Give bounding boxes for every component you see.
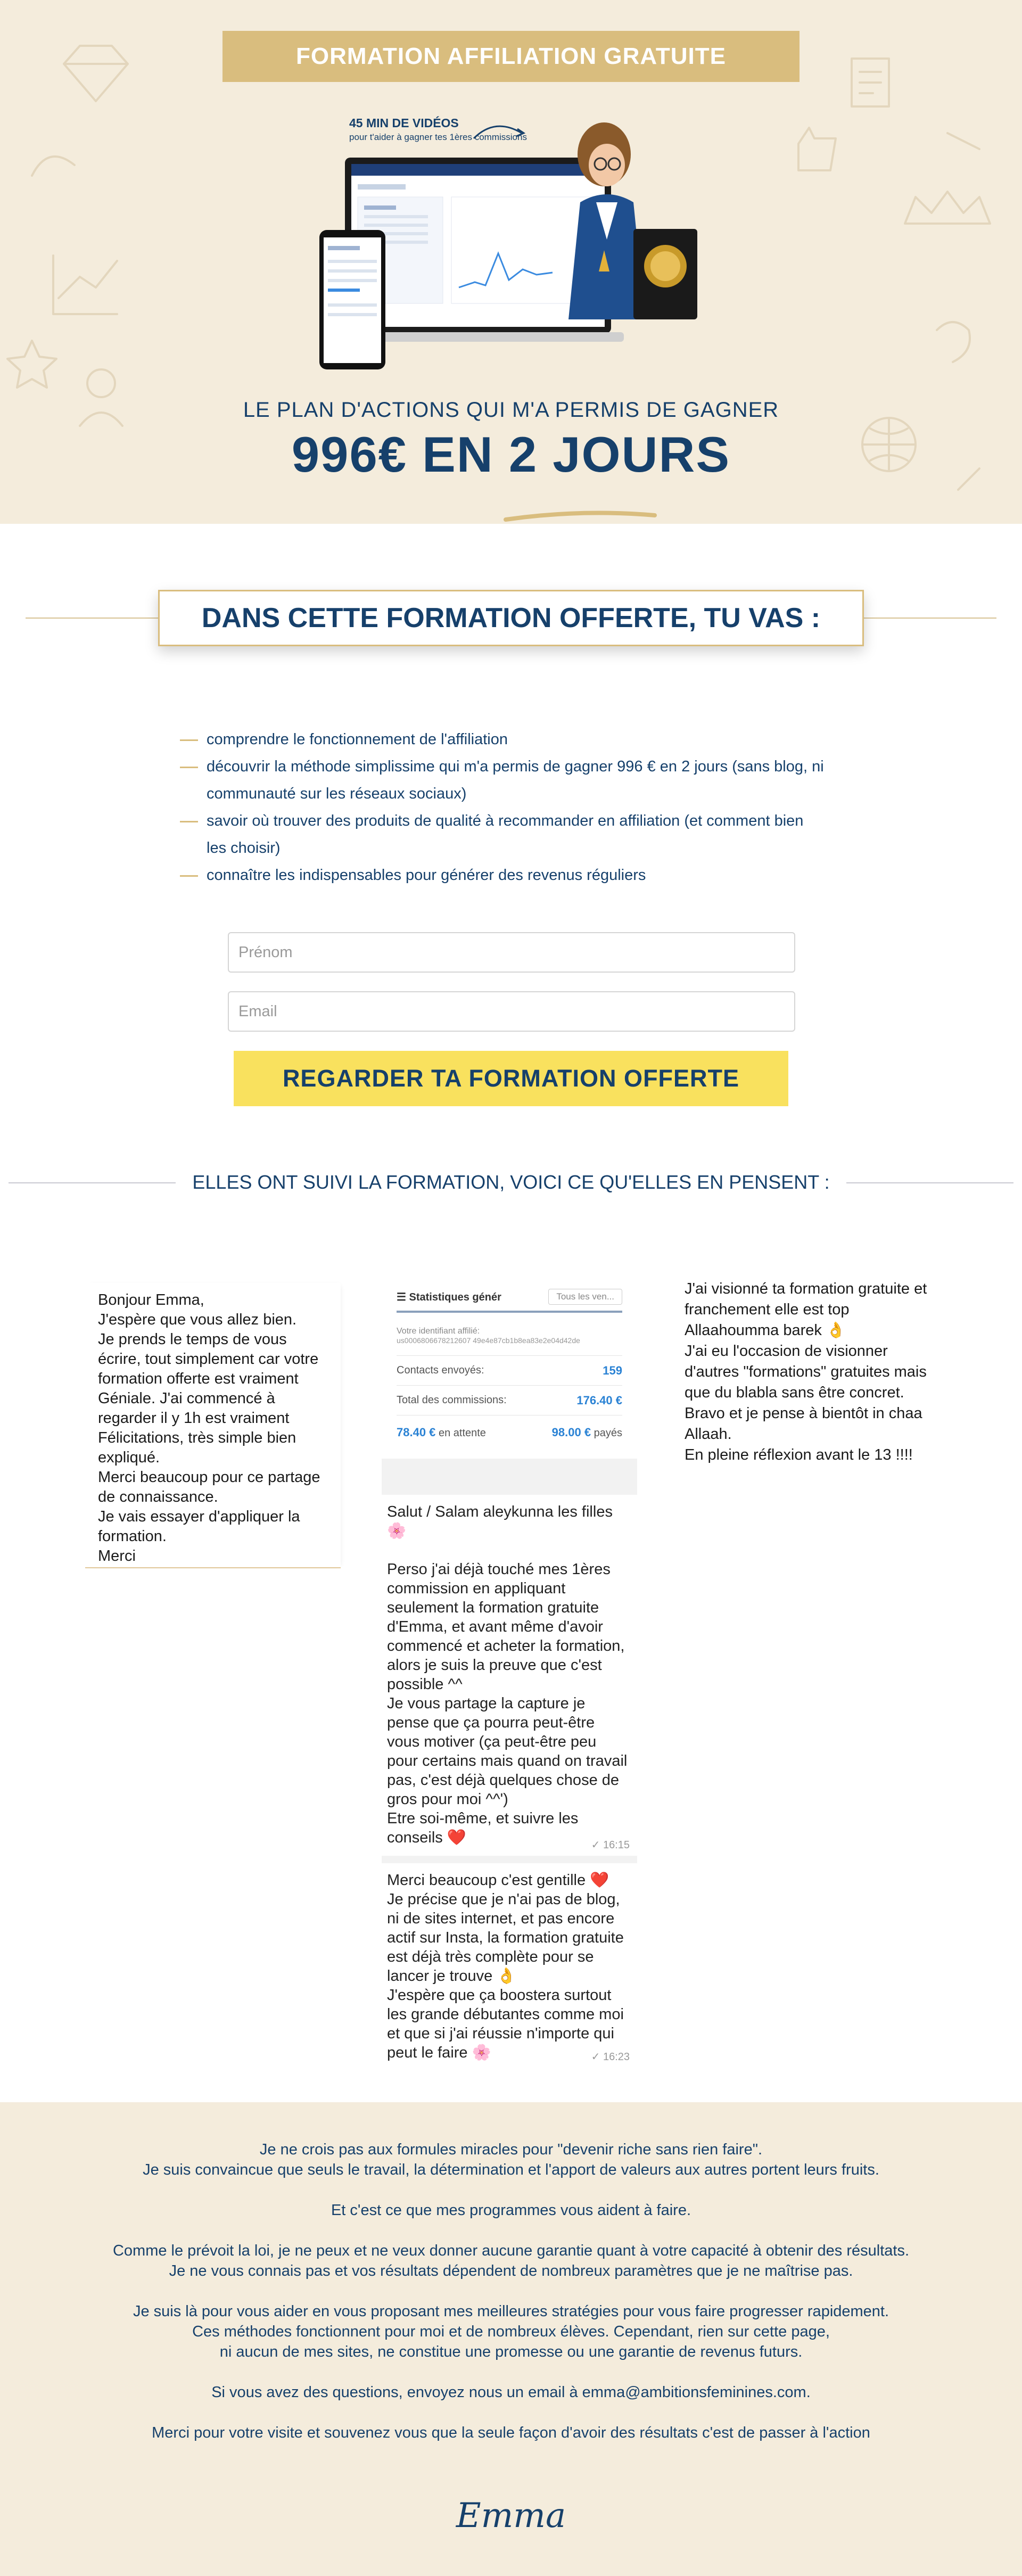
contacts-label: Contacts envoyés: bbox=[397, 1364, 484, 1376]
stats-title: ☰ Statistiques génér bbox=[397, 1291, 501, 1303]
chat-line: J'espère que ça boostera surtout les grande débutantes comme moi et que si j'ai réussie n'importe qui peut le faire 🌸 bbox=[387, 1987, 624, 2061]
chat-timestamp: ✓ 16:23 bbox=[591, 2051, 630, 2063]
chat-line: Je précise que je n'ai pas de blog, ni de sites internet, et pas encore actif sur Insta, la formation gratuite est déjà très complète pour se lancer je trouve 👌 bbox=[387, 1891, 624, 1985]
footer-paragraph: Je ne crois pas aux formules miracles pour "devenir riche sans rien faire". Je suis convaincue que seuls le travail, la détermination et l'apport de valeurs aux autres portent leurs fruits. bbox=[143, 2141, 879, 2178]
chat-message bbox=[382, 1863, 637, 2068]
testimonial-line: Merci beaucoup pour ce partage de connaissance. bbox=[98, 1469, 320, 1505]
section-title: DANS CETTE FORMATION OFFERTE, TU VAS : bbox=[158, 590, 864, 646]
testimonial-line: Bravo et je pense à bientôt in chaa Allaah. bbox=[685, 1405, 922, 1443]
total-commissions-row bbox=[397, 1385, 622, 1415]
benefit-item: savoir où trouver des produits de qualité à recommander en affiliation (et comment bien les choisir) bbox=[180, 808, 824, 862]
testimonial-line: Je prends le temps de vous écrire, tout simplement car votre formation offerte est vraiment Géniale. J'ai commencé à regarder il y 1h est vraiment Félicitations, très simple bien expliqué. bbox=[98, 1331, 319, 1466]
testimonial-line: J'ai eu l'occasion de visionner d'autres "formations" gratuites mais que du blabla sans être concret. bbox=[685, 1343, 927, 1401]
signature: Emma bbox=[456, 2496, 566, 2536]
video-duration-label: 45 MIN DE VIDÉOS bbox=[349, 116, 459, 130]
paid-commission: 98.00 € payés bbox=[551, 1425, 622, 1439]
chat-timestamp: ✓ 16:15 bbox=[591, 1839, 630, 1851]
hero-illustration bbox=[309, 106, 713, 373]
footer-contact: Si vous avez des questions, envoyez nous un email à emma@ambitionsfeminines.com. bbox=[211, 2384, 811, 2401]
contacts-value: 159 bbox=[603, 1363, 622, 1377]
brush-stroke-decoration bbox=[500, 510, 660, 524]
chat-line: Je vous partage la capture je pense que ça pourra peut-être vous motiver (ça peut-être peu pour certains mais quand on travail pas, c'est déjà quelques chose de gros pour moi ^^') bbox=[387, 1695, 628, 1808]
footer-paragraph: Je suis là pour vous aider en vous proposant mes meilleures stratégies pour vous faire progresser rapidement. Ces méthodes fonctionnent pour moi et de nombreux élèves. Cependant, rien sur cette page, ni aucun de mes sites, ne constitue une promesse ou une garantie de revenus futurs. bbox=[133, 2303, 889, 2360]
hero-amount: 996€ EN 2 JOURS bbox=[291, 426, 731, 482]
affiliate-id-label: Votre identifiant affilié: bbox=[397, 1327, 480, 1336]
section-divider-left bbox=[26, 618, 159, 619]
hero-section bbox=[0, 0, 1022, 524]
total-commissions-label: Total des commissions: bbox=[397, 1394, 507, 1406]
footer-disclaimer bbox=[85, 2139, 937, 2463]
firstname-input[interactable] bbox=[228, 932, 795, 973]
gold-plaque bbox=[633, 229, 697, 319]
stats-period-select: Tous les ven... bbox=[548, 1289, 622, 1305]
testimonial-line: J'ai visionné ta formation gratuite et franchement elle est top Allaahoumma barek 👌 bbox=[685, 1280, 927, 1339]
commission-breakdown-row bbox=[397, 1415, 622, 1449]
chat-message bbox=[382, 1495, 637, 1856]
hand-icon bbox=[937, 322, 970, 362]
testimonial-chat bbox=[382, 1283, 637, 2068]
benefits-list bbox=[180, 726, 872, 889]
testimonial-line: Bonjour Emma, bbox=[98, 1291, 204, 1308]
crown-icon bbox=[905, 192, 990, 224]
chat-line: Merci beaucoup c'est gentille ❤️ bbox=[387, 1872, 609, 1889]
watch-training-button[interactable]: REGARDER TA FORMATION OFFERTE bbox=[234, 1051, 788, 1106]
stats-header bbox=[397, 1283, 622, 1313]
phone-mockup bbox=[319, 230, 385, 369]
user-add-icon bbox=[87, 369, 115, 397]
footer-paragraph: Merci pour votre visite et souvenez vous que la seule façon d'avoir des résultats c'est de passer à l'action bbox=[152, 2424, 870, 2441]
diamond-icon bbox=[64, 46, 128, 101]
testimonial-email bbox=[85, 1283, 341, 1568]
hero-banner: FORMATION AFFILIATION GRATUITE bbox=[222, 31, 800, 82]
testimonial-line: Je vais essayer d'appliquer la formation. bbox=[98, 1508, 300, 1545]
total-commissions-value: 176.40 € bbox=[576, 1393, 622, 1407]
hero-subtitle: LE PLAN D'ACTIONS QUI M'A PERMIS DE GAGNER bbox=[243, 398, 779, 422]
benefit-item: découvrir la méthode simplissime qui m'a permis de gagner 996 € en 2 jours (sans blog, ni communauté sur les réseaux sociaux) bbox=[180, 753, 851, 808]
thumb-icon bbox=[798, 128, 836, 170]
section-divider-right bbox=[863, 618, 996, 619]
pending-commission: 78.40 € en attente bbox=[397, 1425, 486, 1439]
footer-paragraph: Et c'est ce que mes programmes vous aident à faire. bbox=[331, 2202, 691, 2219]
benefit-item: connaître les indispensables pour générer des revenus réguliers bbox=[180, 862, 872, 889]
testimonial-line: J'espère que vous allez bien. bbox=[98, 1311, 297, 1328]
email-input[interactable] bbox=[228, 991, 795, 1032]
note-icon bbox=[852, 59, 889, 106]
chat-line: Etre soi-même, et suivre les conseils ❤️ bbox=[387, 1810, 579, 1846]
arrow-icon bbox=[474, 126, 522, 138]
testimonial-message bbox=[685, 1279, 935, 1466]
testimonials-title: ELLES ONT SUIVI LA FORMATION, VOICI CE QU'ELLES EN PENSENT : bbox=[192, 1171, 830, 1193]
star-icon bbox=[7, 341, 56, 388]
chat-line: Salut / Salam aleykunna les filles 🌸 bbox=[387, 1503, 613, 1540]
affiliate-id-value: us0006806678212607 49e4e87cb1b8ea83e2e04d42de bbox=[397, 1336, 580, 1345]
contacts-row bbox=[397, 1355, 622, 1385]
benefit-item: comprendre le fonctionnement de l'affiliation bbox=[180, 726, 872, 753]
footer-paragraph: Comme le prévoit la loi, je ne peux et ne veux donner aucune garantie quant à votre capacité à obtenir des résultats. Je ne vous connais pas et vos résultats dépendent de nombreux paramètres que je ne maîtrise pas. bbox=[112, 2242, 910, 2279]
affiliate-stats-screenshot bbox=[382, 1283, 637, 1459]
video-duration-subtitle: pour t'aider à gagner tes 1ères commissions bbox=[349, 132, 527, 142]
testimonial-line: En pleine réflexion avant le 13 !!!! bbox=[685, 1446, 913, 1463]
footer bbox=[0, 2102, 1022, 2576]
chart-icon bbox=[53, 256, 117, 314]
chat-line: Perso j'ai déjà touché mes 1ères commission en appliquant seulement la formation gratuite d'Emma, et avant même d'avoir commencé et acheter la formation, alors je suis la preuve que c'est possible ^^ bbox=[387, 1561, 625, 1693]
testimonial-line: Merci bbox=[98, 1548, 136, 1565]
